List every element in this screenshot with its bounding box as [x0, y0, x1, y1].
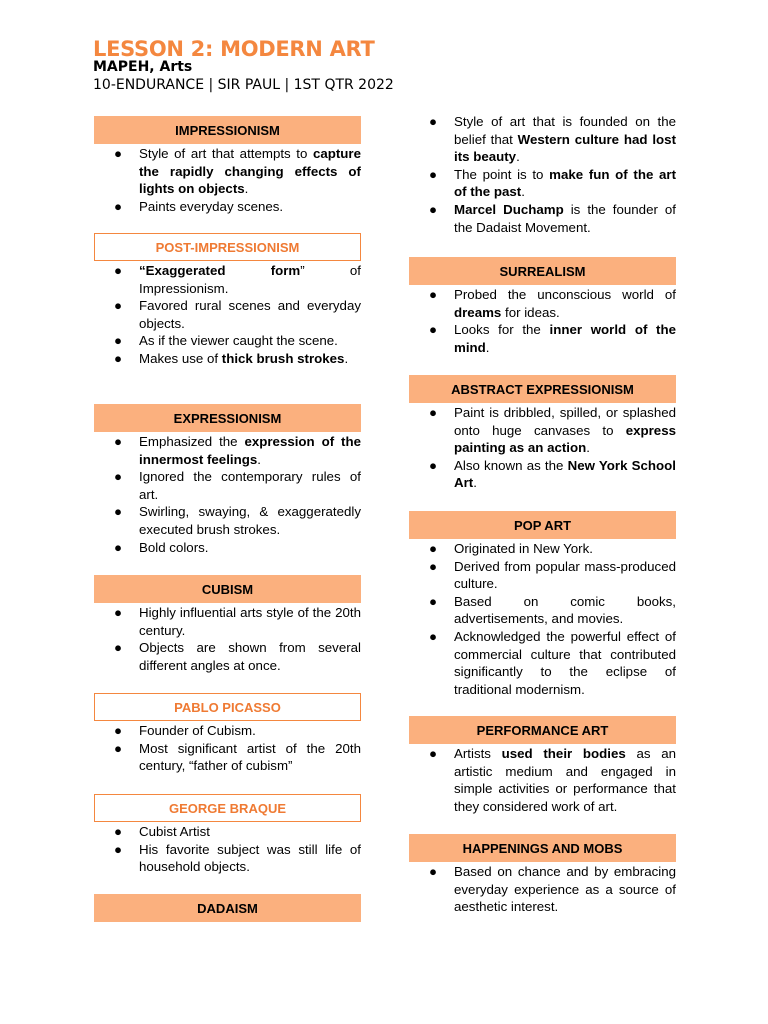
- list-item: ● Style of art that attempts to capture the rapidly changing effects of lights on objects.: [114, 146, 361, 197]
- section-pablo-picasso: [94, 693, 361, 775]
- bullet-icon: ●: [114, 146, 123, 161]
- section-post-impressionism: [94, 233, 361, 368]
- bullet-list: [409, 863, 676, 916]
- list-item: ● The point is to make fun of the art of the past.: [429, 166, 677, 200]
- bullet-list: [409, 540, 676, 698]
- section-title: EXPRESSIONISM: [94, 404, 361, 432]
- section-title: ABSTRACT EXPRESSIONISM: [409, 375, 676, 403]
- list-item: ● As if the viewer caught the scene.: [114, 333, 338, 349]
- section-title: GEORGE BRAQUE: [94, 794, 361, 822]
- bullet-list: [94, 604, 361, 674]
- document-header: [93, 38, 394, 94]
- section-happenings-and-mobs: [409, 834, 676, 916]
- section-title: CUBISM: [94, 575, 361, 603]
- bullet-list: [409, 113, 676, 236]
- list-item: ● Acknowledged the powerful effect of commercial culture that contributed significantly to the eclipse of traditional modernism.: [429, 628, 676, 697]
- list-item: ● Cubist Artist: [114, 824, 210, 839]
- bullet-list: [94, 145, 361, 215]
- bullet-icon: ●: [114, 723, 123, 738]
- list-item: ● Ignored the contemporary rules of art.: [114, 469, 361, 502]
- bullet-list: [409, 286, 676, 356]
- lesson-title: LESSON 2: MODERN ART: [93, 37, 375, 61]
- list-item: ● Makes use of thick brush strokes.: [114, 350, 349, 366]
- bullet-icon: ●: [429, 166, 438, 182]
- bullet-icon: ●: [429, 457, 438, 473]
- bullet-icon: ●: [114, 504, 123, 520]
- list-item: ● Marcel Duchamp is the founder of the Dadaist Movement.: [429, 201, 676, 235]
- lesson-subtitle: MAPEH, Arts: [93, 59, 193, 75]
- lesson-meta: 10-ENDURANCE | SIR PAUL | 1ST QTR 2022: [93, 77, 394, 93]
- list-item: ● Objects are shown from several different angles at once.: [114, 640, 361, 673]
- list-item: ● Based on comic books, advertisements, and movies.: [429, 593, 676, 627]
- section-title: PERFORMANCE ART: [409, 716, 676, 744]
- section-performance-art: [409, 716, 676, 815]
- list-item: ● Derived from popular mass-produced culture.: [429, 558, 676, 592]
- bullet-icon: ●: [114, 539, 123, 555]
- bullet-icon: ●: [429, 201, 438, 217]
- bullet-list: [94, 823, 361, 876]
- list-item: ● Swirling, swaying, & exaggeratedly executed brush strokes.: [114, 504, 361, 537]
- bullet-list: [409, 404, 676, 492]
- bullet-icon: ●: [114, 640, 123, 656]
- bullet-icon: ●: [429, 864, 438, 879]
- bullet-icon: ●: [114, 198, 123, 214]
- bullet-icon: ●: [429, 628, 438, 644]
- list-item: ● His favorite subject was still life of household objects.: [114, 841, 361, 875]
- list-item: ● Most significant artist of the 20th century, “father of cubism”: [114, 740, 361, 774]
- section-title: HAPPENINGS AND MOBS: [409, 834, 676, 862]
- section-title: IMPRESSIONISM: [94, 116, 361, 144]
- section-title: POP ART: [409, 511, 676, 539]
- list-item: ● Style of art that is founded on the belief that Western culture had lost its beauty.: [429, 114, 677, 165]
- section-george-braque: [94, 794, 361, 876]
- bullet-icon: ●: [429, 541, 438, 556]
- section-dadaism-continued: [409, 113, 676, 236]
- list-item: ● “Exaggerated form” of Impressionism.: [114, 263, 361, 296]
- list-item: ● Paint is dribbled, spilled, or splashed onto huge canvases to express painting as an action.: [429, 405, 676, 456]
- list-item: ● Also known as the New York School Art.: [429, 457, 676, 491]
- list-item: ● Highly influential arts style of the 20th century.: [114, 605, 361, 638]
- list-item: ● Originated in New York.: [429, 541, 593, 556]
- list-item: ● Probed the unconscious world of dreams for ideas.: [429, 287, 676, 320]
- bullet-icon: ●: [429, 558, 438, 574]
- bullet-list: [94, 433, 361, 556]
- bullet-icon: ●: [114, 350, 123, 366]
- bullet-icon: ●: [429, 405, 438, 420]
- section-title: DADAISM: [94, 894, 361, 922]
- bullet-icon: ●: [429, 322, 438, 338]
- list-item: ● Bold colors.: [114, 539, 209, 555]
- section-title: POST-IMPRESSIONISM: [94, 233, 361, 261]
- list-item: ● Emphasized the expression of the innermost feelings.: [114, 434, 361, 467]
- list-item: ● Favored rural scenes and everyday objects.: [114, 298, 361, 331]
- section-abstract-expressionism: [409, 375, 676, 492]
- bullet-icon: ●: [429, 746, 438, 761]
- list-item: ● Based on chance and by embracing everyday experience as a source of aesthetic interest.: [429, 864, 676, 915]
- section-surrealism: [409, 257, 676, 356]
- bullet-list: [409, 745, 676, 815]
- bullet-icon: ●: [114, 434, 123, 449]
- section-dadaism: [94, 894, 361, 922]
- list-item: ● Looks for the inner world of the mind.: [429, 322, 676, 355]
- bullet-icon: ●: [114, 605, 123, 620]
- bullet-icon: ●: [114, 469, 123, 485]
- bullet-icon: ●: [114, 333, 123, 349]
- section-title: SURREALISM: [409, 257, 676, 285]
- bullet-icon: ●: [429, 114, 438, 129]
- bullet-icon: ●: [429, 287, 438, 302]
- bullet-icon: ●: [429, 593, 438, 609]
- section-pop-art: [409, 511, 676, 698]
- bullet-list: [94, 722, 361, 775]
- list-item: ● Paints everyday scenes.: [114, 198, 284, 214]
- list-item: ● Founder of Cubism.: [114, 723, 256, 738]
- bullet-list: [94, 262, 361, 368]
- section-impressionism: [94, 116, 361, 215]
- section-title: PABLO PICASSO: [94, 693, 361, 721]
- section-cubism: [94, 575, 361, 674]
- list-item: ● Artists used their bodies as an artistic medium and engaged in simple activities or performance that they considered work of art.: [429, 746, 676, 814]
- bullet-icon: ●: [114, 841, 123, 857]
- bullet-icon: ●: [114, 298, 123, 314]
- bullet-icon: ●: [114, 824, 123, 839]
- section-expressionism: [94, 404, 361, 556]
- bullet-icon: ●: [114, 740, 123, 756]
- bullet-icon: ●: [114, 263, 123, 278]
